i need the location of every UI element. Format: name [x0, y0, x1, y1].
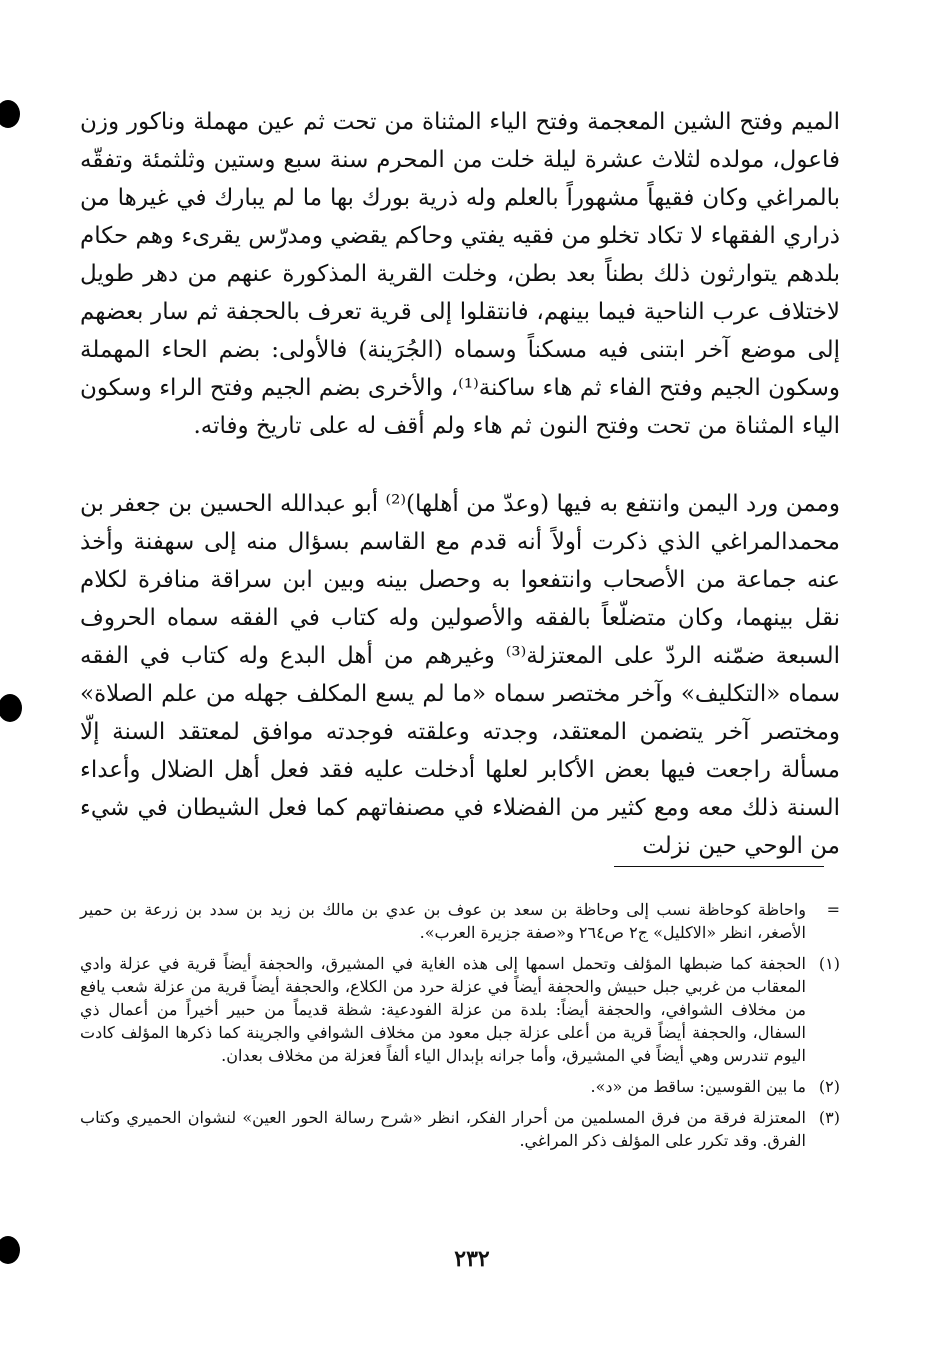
- footnote-separator: [614, 866, 824, 867]
- binding-hole-mark: [0, 694, 22, 722]
- footnote-text: الحجفة كما ضبطها المؤلف وتحمل اسمها إلى هذه الغاية في المشيرق، والحجفة أيضاً قرية في عزلة وادي المعقاب من غربي جبل حبيش والحجفة أيضاً في عزلة حرد من الكلاع، والحجفة أيضاً قرية من عزلة شعب يافع من مخلاف الشوافي، والحجفة أيضاً: بلدة من عزلة الفودعية: شظة قديماً من حبير أخيراً من أعمال ذي السفال، والحجفة أيضاً قرية من أعلى عزلة جبل معود من مخلاف الشوافي والجرينة كما ذكرها المؤلف كادت اليوم تندرس وهي أيضاً في المشيرق، وأما جرانه بإبدال الياء ألفاً فعزلة من مخلاف بعدان.: [80, 954, 806, 1065]
- footnote-mark: (٣): [818, 1108, 840, 1127]
- footnote-mark: (١): [818, 954, 840, 973]
- body-paragraph-2: وممن ورد اليمن وانتفع به فيها (وعدّ من أهلها)⁽²⁾ أبو عبدالله الحسين بن جعفر بن محمدالمراغي الذي ذكرت أولاً أنه قدم مع القاسم بسؤال منه إلى سهفنة وأخذ عنه جماعة من الأصحاب وانتفعوا به وحصل بينه وبين ابن سراقة منافرة لكلام نقل بينهما، وكان متضلّعاً بالفقه والأصولين وله كتاب في الفقه سماه الحروف السبعة ضمّنه الردّ على المعتزلة⁽³⁾ وغيرهم من أهل البدع وله كتاب في الفقه سماه «التكليف» وآخر مختصر سماه «ما لم يسع المكلف جهله من علم الصلاة» ومختصر آخر يتضمن المعتقد، وجدته وعلقته فوجدته موافق لمعتقد السنة إلّا مسألة راجعت فيها بعض الأكابر لعلها أدخلت عليه فقد فعل أهل الضلال وأعداء السنة ذلك معه ومع كثير من الفضلاء في مصنفاتهم كما فعل الشيطان في شيء من الوحي حين نزلت: [80, 491, 840, 859]
- body-paragraph-1: الميم وفتح الشين المعجمة وفتح الياء المثناة من تحت ثم عين مهملة وناكور وزن فاعول، مولده لثلاث عشرة ليلة خلت من المحرم سنة سبع وستين وثلثمئة وتفقّه بالمراغي وكان فقيهاً مشهوراً بالعلم وله ذرية بورك بها ما لم يبارك في غيرها من ذراري الفقهاء لا تكاد تخلو من فقيه يفتي وحاكم يقضي ومدرّس يقرىء وهم حكام بلدهم يتوارثون ذلك بطناً بعد بطن، وخلت القرية المذكورة عنهم من دهر طويل لاختلاف عرب الناحية فيما بينهم، فانتقلوا إلى قرية تعرف بالحجفة ثم سار بعضهم إلى موضع آخر ابتنى فيه مسكناً وسماه (الجُرَينة) فالأولى: بضم الحاء المهملة وسكون الجيم وفتح الفاء ثم هاء ساكنة⁽¹⁾، والأخرى بضم الجيم وفتح الراء وسكون الياء المثناة من تحت وفتح النون ثم هاء ولم أقف له على تاريخ وفاته.: [80, 109, 840, 439]
- page-number: ٢٣٢: [454, 1246, 490, 1272]
- footnote-text: ما بين القوسين: ساقط من «د».: [590, 1077, 806, 1096]
- footnote-text: واحاظة كوحاظة نسب إلى وحاظة بن سعد بن عوف بن عدي بن مالك بن زيد بن سدد بن زرعة بن حمير الأصغر، انظر «الاكليل» ج٢ ص٢٦٤ و«صفة جزيرة العرب».: [80, 900, 806, 942]
- footnote-continuation: [80, 898, 840, 944]
- binding-hole-mark: [0, 100, 20, 128]
- footnote-mark: (٢): [818, 1077, 840, 1096]
- footnote-2: [80, 1075, 840, 1098]
- footnote-1: [80, 952, 840, 1067]
- footnote-text: المعتزلة فرقة من فرق المسلمين من أحرار الفكر، انظر «شرح رسالة الحور العين» لنشوان الحميري وكتاب الفرق. وقد تكرر على المؤلف ذكر المراغي.: [80, 1108, 806, 1150]
- footnote-3: [80, 1106, 840, 1152]
- footnote-mark: =: [826, 900, 840, 919]
- footnotes-section: [80, 898, 840, 1160]
